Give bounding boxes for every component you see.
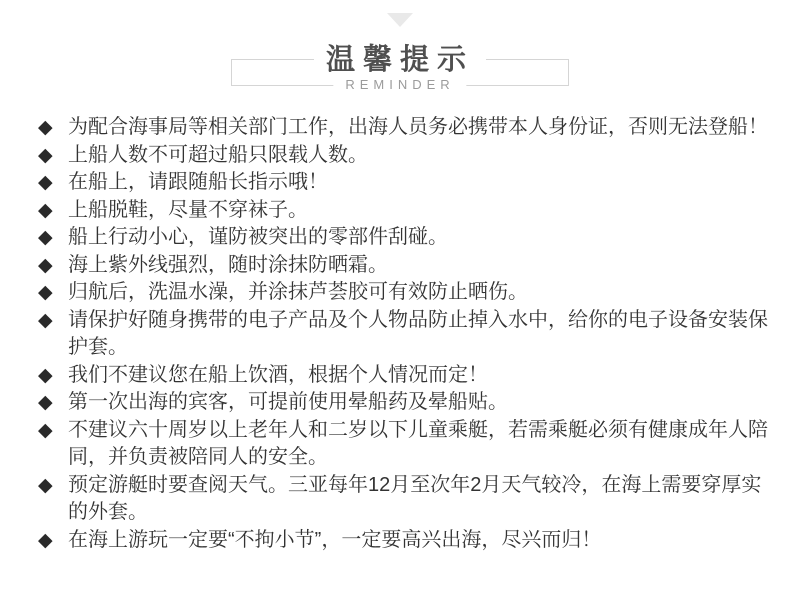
reminder-text: 不建议六十周岁以上老年人和二岁以下儿童乘艇，若需乘艇必须有健康成年人陪同，并负责被陪同人的安全。 (68, 418, 768, 468)
diamond-bullet-icon: ◆ (38, 364, 53, 386)
diamond-bullet-icon: ◆ (38, 529, 53, 551)
reminder-text: 请保护好随身携带的电子产品及个人物品防止掉入水中，给你的电子设备安装保护套。 (68, 308, 768, 358)
list-item (38, 417, 770, 472)
diamond-bullet-icon: ◆ (38, 117, 53, 138)
reminder-text: 我们不建议您在船上饮酒，根据个人情况而定！ (68, 363, 488, 386)
diamond-bullet-icon: ◆ (38, 419, 53, 441)
reminder-text: 上船脱鞋，尽量不穿袜子。 (68, 198, 308, 221)
diamond-bullet-icon: ◆ (38, 144, 53, 166)
list-item (38, 252, 770, 280)
reminder-text: 第一次出海的宾客，可提前使用晕船药及晕船贴。 (68, 391, 508, 413)
list-item (38, 169, 770, 197)
list-item (38, 114, 770, 142)
list-item (38, 224, 770, 252)
diamond-bullet-icon: ◆ (38, 172, 53, 193)
diamond-bullet-icon: ◆ (38, 309, 53, 331)
diamond-bullet-icon: ◆ (38, 254, 53, 276)
reminder-text: 海上紫外线强烈，随时涂抹防晒霜。 (68, 253, 388, 276)
list-item (38, 197, 770, 225)
diamond-bullet-icon: ◆ (38, 199, 53, 221)
list-item (38, 279, 770, 307)
reminder-list (38, 114, 770, 554)
reminder-text: 上船人数不可超过船只限载人数。 (68, 143, 368, 166)
diamond-bullet-icon: ◆ (38, 227, 53, 248)
reminder-text: 在海上游玩一定要“不拘小节”，一定要高兴出海，尽兴而归！ (68, 528, 602, 551)
reminder-text: 预定游艇时要查阅天气。三亚每年12月至次年2月天气较冷，在海上需要穿厚实的外套。 (68, 473, 762, 523)
list-item (38, 142, 770, 170)
diamond-bullet-icon: ◆ (38, 282, 53, 303)
reminder-text: 船上行动小心，谨防被突出的零部件刮碰。 (68, 226, 448, 248)
title-box (231, 44, 569, 92)
list-item (38, 527, 770, 555)
reminder-text: 为配合海事局等相关部门工作，出海人员务必携带本人身份证，否则无法登船！ (68, 116, 768, 138)
diamond-bullet-icon: ◆ (38, 392, 53, 413)
diamond-bullet-icon: ◆ (38, 474, 53, 496)
list-item (38, 472, 770, 527)
list-item (38, 307, 770, 362)
reminder-notice (0, 13, 800, 554)
down-triangle-icon (387, 13, 413, 27)
page-title: 温馨提示 (314, 45, 486, 75)
list-item (38, 389, 770, 417)
page-subtitle: REMINDER (333, 76, 466, 94)
reminder-text: 归航后，洗温水澡，并涂抹芦荟胶可有效防止晒伤。 (68, 281, 528, 303)
reminder-text: 在船上，请跟随船长指示哦！ (68, 171, 328, 193)
list-item (38, 362, 770, 390)
